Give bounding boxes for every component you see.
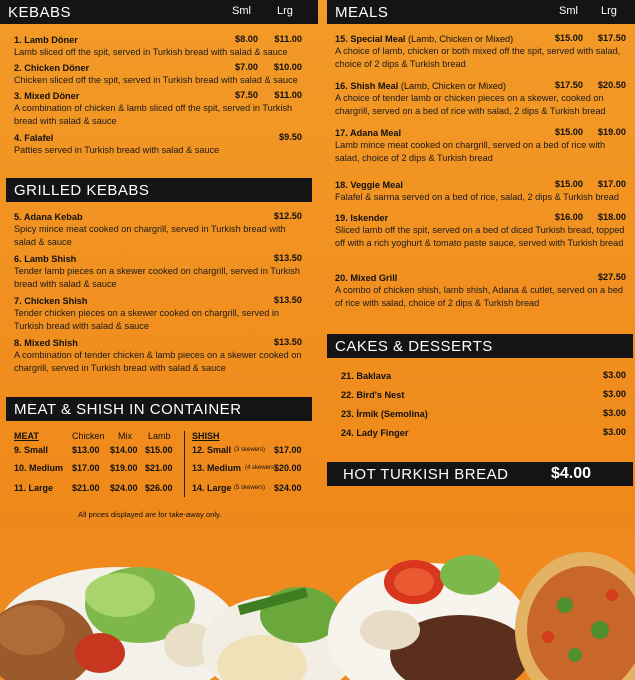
meal-item-15-name: 15. Special Meal [335, 34, 406, 44]
meat-row-lamb: $21.00 [145, 463, 173, 473]
meat-col-mix: Mix [118, 431, 132, 441]
takeaway-footnote: All prices displayed are for take-away only. [78, 510, 222, 519]
grilled-header [6, 178, 312, 202]
kebab-item-2-small: $7.00 [235, 62, 258, 72]
meal-item-16-sub: (Lamb, Chicken or Mixed) [400, 81, 507, 91]
meal-item-18-desc: Falafel & sarma served on a bed of rice, salad, 2 dips & Turkish bread [335, 192, 619, 203]
grilled-item-7-price: $13.50 [273, 295, 302, 305]
grilled-title: GRILLED KEBABS [14, 181, 150, 199]
bread-price: $4.00 [551, 465, 592, 482]
shish-row-size: 12. Small [192, 445, 232, 455]
meat-row-mix: $14.00 [110, 445, 138, 455]
kebabs-header [0, 0, 318, 24]
meal-item-15-small: $15.00 [554, 33, 583, 43]
meal-item-19-small: $16.00 [554, 212, 583, 222]
dessert-item-24-price: $3.00 [603, 427, 626, 437]
grilled-item-6-name: 6. Lamb Shish [14, 254, 77, 264]
shish-row-note: (3 skewers) [234, 447, 266, 453]
meal-item-18 [335, 179, 627, 204]
kebabs-title: KEBABS [8, 3, 72, 21]
grilled-item-5-name: 5. Adana Kebab [14, 212, 83, 222]
bread-banner [327, 462, 633, 486]
meal-item-19-name: 19. Iskender [335, 213, 389, 223]
grilled-item-6-desc: Tender lamb pieces on a skewer cooked on chargrill, served in Turkish bread with salad & sauce [14, 266, 300, 289]
shish-row-size: 14. Large [192, 483, 232, 493]
dessert-item-22: 22. Bird's Nest [341, 390, 405, 400]
dessert-item-22-price: $3.00 [603, 389, 626, 399]
grilled-item-7-desc: Tender chicken pieces on a skewer cooked on chargrill, served in Turkish bread with salad & sauce [14, 308, 280, 331]
grilled-item-7-name: 7. Chicken Shish [14, 296, 88, 306]
meal-item-17-small: $15.00 [554, 127, 583, 137]
meat-row-size: 9. Small [14, 445, 49, 455]
meal-item-20-name: 20. Mixed Grill [335, 273, 398, 283]
meat-row-size: 11. Large [14, 483, 54, 493]
kebab-item-3-large: $11.00 [274, 90, 302, 100]
grilled-item-6-price: $13.50 [273, 253, 302, 263]
meat-row-lamb: $15.00 [145, 445, 173, 455]
shish-row-price: $17.00 [274, 445, 302, 455]
kebab-item-4-name: 4. Falafel [14, 133, 54, 143]
shish-label: SHISH [192, 431, 220, 441]
grilled-item-8-price: $13.50 [273, 337, 302, 347]
meal-item-20-desc: A combo of chicken shish, lamb shish, Adana & cutlet, served on a bed of rice with salad, choice of 2 dips & Turkish bread [335, 285, 624, 308]
meat-row-mix: $24.00 [110, 483, 138, 493]
kebab-item-1-small: $8.00 [235, 34, 258, 44]
meal-item-15-sub: (Lamb, Chicken or Mixed) [408, 34, 514, 44]
grilled-item-8-name: 8. Mixed Shish [14, 338, 78, 348]
meal-item-20 [335, 272, 627, 309]
meat-row-mix: $19.00 [110, 463, 138, 473]
meat-row [14, 483, 184, 501]
shish-row-price: $20.00 [274, 463, 302, 473]
food-photo [0, 535, 635, 680]
meal-item-16-small: $17.50 [554, 80, 583, 90]
shish-row [192, 445, 306, 463]
meal-item-16-desc: A choice of tender lamb or chicken pieces on a skewer, cooked on chargrill, served on a bed of rice with salad, 2 dips & Turkish bread [335, 93, 606, 116]
meat-col-lamb: Lamb [148, 431, 171, 441]
dessert-item-24: 24. Lady Finger [341, 428, 409, 438]
meal-item-15 [335, 33, 627, 70]
grilled-item-5-desc: Spicy mince meat cooked on chargrill, served in Turkish bread with salad & sauce [14, 224, 286, 247]
kebab-item-1-desc: Lamb sliced off the spit, served in Turkish bread with salad & sauce [14, 47, 288, 58]
container-title: MEAT & SHISH IN CONTAINER [14, 400, 242, 418]
meal-item-16-large: $20.50 [597, 80, 626, 90]
kebab-item-4-desc: Patties served in Turkish bread with salad & sauce [14, 145, 220, 156]
kebab-item-2-large: $10.00 [273, 62, 302, 72]
meat-row-chicken: $17.00 [72, 463, 100, 473]
shish-row [192, 483, 306, 501]
dessert-item-21-price: $3.00 [603, 370, 626, 380]
shish-table [192, 431, 306, 501]
kebab-item-3-desc: A combination of chicken & lamb sliced off the spit, served in Turkish bread with salad & sauce [14, 103, 293, 126]
meat-row-chicken: $13.00 [72, 445, 100, 455]
meals-col-small: Sml [559, 5, 578, 17]
meat-col-chicken: Chicken [72, 431, 105, 441]
shish-row-note: (5 skewers) [234, 485, 266, 491]
meal-item-15-desc: A choice of lamb, chicken or both mixed off the spit, served with salad, choice of 2 dips & Turkish bread [335, 46, 621, 69]
meat-row-size: 10. Medium [14, 463, 64, 473]
meals-title: MEALS [335, 3, 389, 21]
kebab-item-1-name: 1. Lamb Döner [14, 35, 78, 45]
meat-row [14, 445, 184, 463]
meal-item-15-large: $17.50 [597, 33, 626, 43]
grilled-item-5-price: $12.50 [273, 211, 302, 221]
meal-item-17-desc: Lamb mince meat cooked on chargrill, served on a bed of rice with salad, choice of 2 dips & Turkish bread [335, 140, 606, 163]
kebab-item-3-small: $7.50 [235, 90, 258, 100]
meal-item-19-desc: Sliced lamb off the spit, served on a bed of diced Turkish bread, topped off with a rich yoghurt & tomato paste sauce, served with Turkish bread [335, 225, 625, 248]
meals-col-large: Lrg [601, 5, 617, 17]
kebab-item-2-name: 2. Chicken Döner [14, 63, 90, 73]
bread-title: HOT TURKISH BREAD [343, 465, 509, 483]
meal-item-18-name: 18. Veggie Meal [335, 180, 403, 190]
meat-table [14, 431, 184, 501]
meals-header [327, 0, 635, 24]
dessert-item-21: 21. Baklava [341, 371, 392, 381]
meat-label: MEAT [14, 431, 39, 441]
kebabs-col-large: Lrg [277, 5, 293, 17]
dessert-item-23-price: $3.00 [603, 408, 626, 418]
shish-row-size: 13. Medium [192, 463, 242, 473]
grilled-item-8-desc: A combination of tender chicken & lamb pieces on a skewer cooked on chargrill, served in Turkish bread with salad & sauce [14, 350, 302, 373]
meal-item-17 [335, 127, 627, 164]
shish-row [192, 463, 306, 483]
kebabs-col-small: Sml [232, 5, 251, 17]
meat-row-chicken: $21.00 [72, 483, 100, 493]
shish-row-price: $24.00 [274, 483, 302, 493]
desserts-header [327, 334, 633, 358]
kebab-item-1-large: $11.00 [274, 34, 302, 44]
container-divider [184, 431, 185, 497]
meat-row-lamb: $26.00 [145, 483, 173, 493]
meal-item-19-large: $18.00 [597, 212, 626, 222]
kebab-item-4-large: $9.50 [279, 132, 302, 142]
dessert-item-23: 23. İrmik (Semolina) [341, 409, 428, 419]
meat-row [14, 463, 184, 483]
meal-item-18-large: $17.00 [597, 179, 626, 189]
desserts-title: CAKES & DESSERTS [335, 337, 493, 355]
meal-item-17-name: 17. Adana Meal [335, 128, 402, 138]
kebab-item-3-name: 3. Mixed Döner [14, 91, 80, 101]
meal-item-20-large: $27.50 [597, 272, 626, 282]
meal-item-18-small: $15.00 [554, 179, 583, 189]
meal-item-19 [335, 212, 627, 249]
meal-item-16-name: 16. Shish Meal [335, 81, 399, 91]
kebab-item-2-desc: Chicken sliced off the spit, served in Turkish bread with salad & sauce [14, 75, 298, 86]
meal-item-17-large: $19.00 [597, 127, 626, 137]
meal-item-16 [335, 80, 627, 117]
shish-row-note: (4 skewers) [245, 465, 277, 471]
container-header [6, 397, 312, 421]
